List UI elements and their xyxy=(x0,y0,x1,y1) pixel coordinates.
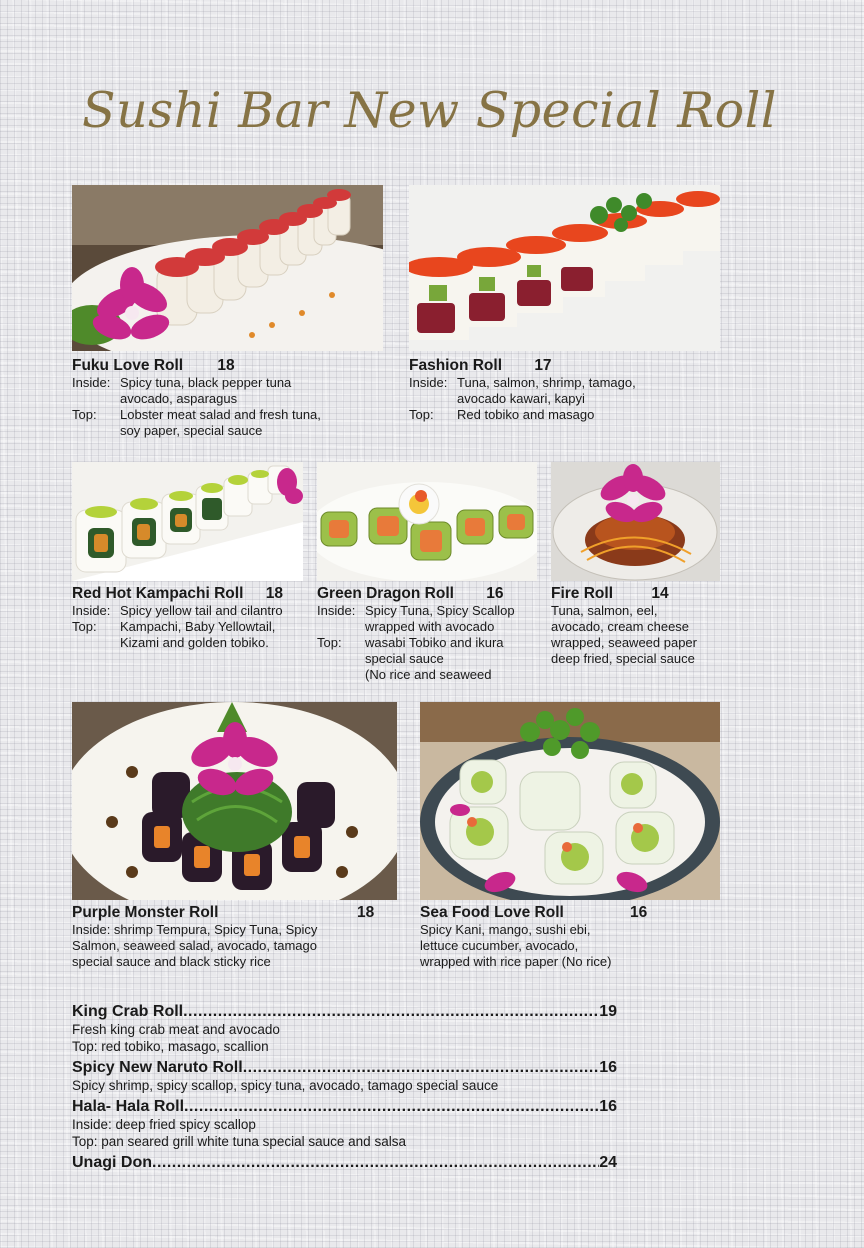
item-name: Green Dragon Roll xyxy=(317,585,454,602)
featured-item xyxy=(72,585,312,651)
line-label: Top: xyxy=(72,619,97,634)
line-label: Inside: xyxy=(72,603,111,618)
line-text: special sauce and black sticky rice xyxy=(72,954,271,969)
line-text: Kampachi, Baby Yellowtail, xyxy=(120,619,276,634)
line-label: Top: xyxy=(72,407,97,422)
list-item-price: 16 xyxy=(599,1098,617,1115)
purple-monster-roll-photo xyxy=(72,702,397,900)
list-item-price: 24 xyxy=(599,1154,617,1171)
price-list xyxy=(72,1002,617,1172)
item-price: 18 xyxy=(265,585,283,602)
dot-leader xyxy=(183,1002,599,1021)
line-text: Spicy tuna, black pepper tuna xyxy=(120,375,292,390)
list-item-price: 16 xyxy=(599,1059,617,1076)
line-label xyxy=(72,423,120,439)
list-item-name: King Crab Roll xyxy=(72,1003,184,1020)
item-price: 17 xyxy=(534,357,552,374)
line-label: Top: xyxy=(409,407,434,422)
menu-title: Sushi Bar New Special Roll xyxy=(82,82,777,139)
list-item-desc: Fresh king crab meat and avocado xyxy=(72,1022,280,1037)
featured-item xyxy=(72,357,392,439)
line-text: soy paper, special sauce xyxy=(120,423,263,438)
fuku-love-roll-photo xyxy=(72,185,383,351)
fire-roll-photo xyxy=(551,462,720,581)
line-text: wrapped with rice paper (No rice) xyxy=(420,954,612,969)
list-item xyxy=(72,1002,617,1055)
line-label: Top: xyxy=(317,635,342,650)
item-price: 14 xyxy=(651,585,669,602)
line-label xyxy=(317,667,365,683)
line-label xyxy=(317,619,365,635)
item-name: Purple Monster Roll xyxy=(72,904,219,921)
list-item-name: Unagi Don xyxy=(72,1154,152,1171)
line-label xyxy=(409,391,457,407)
line-text: Tuna, salmon, eel, xyxy=(551,603,658,618)
sea-food-love-roll-photo xyxy=(420,702,720,900)
line-text: deep fried, special sauce xyxy=(551,651,695,666)
line-text: wrapped with avocado xyxy=(365,619,495,634)
item-name: Fire Roll xyxy=(551,585,614,602)
line-text: Inside: shrimp Tempura, Spicy Tuna, Spicy xyxy=(72,922,318,937)
featured-item xyxy=(420,904,720,970)
green-dragon-roll-photo xyxy=(317,462,537,581)
list-item-name: Hala- Hala Roll xyxy=(72,1098,185,1115)
list-item-price: 19 xyxy=(599,1003,617,1020)
line-label xyxy=(72,391,120,407)
list-item-desc: Spicy shrimp, spicy scallop, spicy tuna, avocado, tamago special sauce xyxy=(72,1078,499,1093)
item-price: 16 xyxy=(486,585,504,602)
list-item-desc: Top: red tobiko, masago, scallion xyxy=(72,1039,269,1054)
line-text: wasabi Tobiko and ikura xyxy=(365,635,504,650)
dot-leader xyxy=(243,1058,600,1077)
dot-leader xyxy=(152,1153,599,1172)
list-item xyxy=(72,1097,617,1150)
line-text: avocado kawari, kapyi xyxy=(457,391,585,406)
line-label xyxy=(317,651,365,667)
list-item-desc: Inside: deep fried spicy scallop xyxy=(72,1117,256,1132)
line-text: lettuce cucumber, avocado, xyxy=(420,938,579,953)
list-item xyxy=(72,1058,617,1094)
line-text: Kizami and golden tobiko. xyxy=(120,635,269,650)
line-text: Lobster meat salad and fresh tuna, xyxy=(120,407,321,422)
dot-leader xyxy=(184,1097,599,1116)
line-text: Spicy Kani, mango, sushi ebi, xyxy=(420,922,591,937)
list-item-desc: Top: pan seared grill white tuna special sauce and salsa xyxy=(72,1134,406,1149)
line-label xyxy=(72,635,120,651)
item-price: 16 xyxy=(630,904,648,921)
line-text: Red tobiko and masago xyxy=(457,407,595,422)
line-label: Inside: xyxy=(409,375,448,390)
featured-item xyxy=(317,585,547,683)
item-name: Sea Food Love Roll xyxy=(420,904,564,921)
featured-item xyxy=(72,904,402,970)
featured-item xyxy=(409,357,729,423)
line-text: avocado, cream cheese xyxy=(551,619,690,634)
line-text: Spicy yellow tail and cilantro xyxy=(120,603,283,618)
item-name: Red Hot Kampachi Roll xyxy=(72,585,244,602)
list-item xyxy=(72,1153,617,1172)
fashion-roll-photo xyxy=(409,185,720,351)
line-label: Inside: xyxy=(72,375,111,390)
red-hot-kampachi-roll-photo xyxy=(72,462,303,581)
item-name: Fashion Roll xyxy=(409,357,502,374)
line-text: special sauce xyxy=(365,651,444,666)
line-text: (No rice and seaweed xyxy=(365,667,492,682)
item-price: 18 xyxy=(357,904,375,921)
line-text: avocado, asparagus xyxy=(120,391,238,406)
line-text: Tuna, salmon, shrimp, tamago, xyxy=(457,375,636,390)
line-text: Spicy Tuna, Spicy Scallop xyxy=(365,603,515,618)
featured-item xyxy=(551,585,721,667)
item-price: 18 xyxy=(217,357,235,374)
line-label: Inside: xyxy=(317,603,356,618)
line-text: wrapped, seaweed paper xyxy=(551,635,697,650)
item-name: Fuku Love Roll xyxy=(72,357,184,374)
line-text: Salmon, seaweed salad, avocado, tamago xyxy=(72,938,317,953)
list-item-name: Spicy New Naruto Roll xyxy=(72,1059,243,1076)
